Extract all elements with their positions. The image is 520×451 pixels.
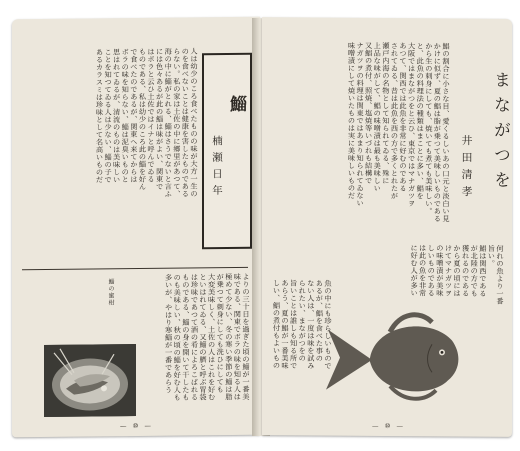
text-column: ものである、私は幼少のころ此の鯔を好ん xyxy=(138,47,148,191)
text-column: よりの三十日を過ぎた頃の鯔が一番美 xyxy=(242,272,251,401)
article-author: 井田清孝 xyxy=(460,134,473,203)
text-column: で食べたのであるが、関東へ来てからは xyxy=(129,47,139,184)
article-title-box xyxy=(202,53,252,250)
right-page xyxy=(262,17,512,437)
text-column: あるが、鯧を食べた事の xyxy=(315,279,325,363)
text-column: は珍味であつて酒の肴によろこばれる xyxy=(190,273,200,401)
text-column: 鯧の割合に小さな目、愛くるしいあの口元と淡白い見 xyxy=(442,42,451,223)
text-column: らない。私の家は土佐の中に郷里があつて、 xyxy=(172,47,182,198)
text-column: あつて、関西では此魚を非常に好むのである xyxy=(399,42,409,193)
text-column: が北陸の方でも xyxy=(470,244,480,298)
text-column: されてゐる、昔は此魚を西の方で多くとれたが xyxy=(390,42,400,200)
text-column: と、此魚の料理法の種類はまことに多い、鯧を xyxy=(416,42,426,200)
text-column: 上品な味がして、鯧の味噌漬は最も美味しい xyxy=(373,41,383,192)
text-column: けてマナガツヲ xyxy=(444,244,454,297)
article-title: 鯔 xyxy=(226,94,246,115)
text-column: ことを知つてゐる人は少ない、鯔の子で xyxy=(104,48,114,184)
text-column: に好む人が多い xyxy=(410,244,420,297)
text-column: 何れの魚より一番 xyxy=(496,244,505,305)
text-column: 又鯧の煮付、照焼、塩焼等いづれも結構で xyxy=(364,41,374,185)
pomfret-fish-illustration xyxy=(320,310,460,407)
dish-photo-image xyxy=(44,344,136,417)
article-title: まながつを xyxy=(490,70,510,196)
text-column: 人は幼少のころ食べたものの味が大方一生の xyxy=(190,47,199,198)
left-page xyxy=(12,17,260,438)
right-upper-text xyxy=(270,41,450,276)
right-page-number: — ⑩ — xyxy=(372,421,405,431)
open-book xyxy=(12,18,512,438)
text-column: といはれてゐる、又鯔の臍と呼ぶ胃袋 xyxy=(199,273,209,401)
left-page-number: — ⑩ — xyxy=(120,421,153,431)
text-column: 味噌漬にして焼いたものは実に美味しいものだ xyxy=(347,41,357,200)
text-column: 旨いことは誰しも知る所で xyxy=(289,279,299,370)
text-column: には色々あるが此の鯔は味がよい、関東で xyxy=(155,47,165,191)
text-column: から生の刺身にしても、焼いても煮ても美味しい。 xyxy=(424,42,434,215)
text-column: のも美味しい、秋の頃の鯔を好む人も xyxy=(173,273,183,402)
text-column: ものである、鯔の身を開いて干したも xyxy=(181,273,191,402)
text-column: 獲れるのである xyxy=(461,244,471,298)
text-column: ナガツヲの料理は関東ではあまり知られてゐない xyxy=(356,41,366,207)
text-column: しい、鯧の煮付もよいもの xyxy=(272,279,282,370)
section-divider xyxy=(22,267,248,270)
text-column: 旨い。 xyxy=(487,244,497,268)
text-column: 思はれてゐるが、清流のものは美味しい xyxy=(112,48,122,184)
text-column: から夏の頃には xyxy=(453,244,463,298)
text-column: あらう、夏の鯧が一番美味 xyxy=(281,279,291,370)
left-upper-text xyxy=(20,47,198,265)
text-column: かけに似ず、夏の鯧は脂が乗つて美味しいものである xyxy=(433,42,443,223)
text-column: が乗つて刺身にしても洗ひにしても xyxy=(216,273,226,394)
text-column: の味噌漬が美味 xyxy=(435,244,445,297)
text-column: 瀬戸内海の名物として知られてゐる、殊に xyxy=(381,41,391,185)
text-column: 大阪ではまながつをと云ひ、東京ではマナガツヲ xyxy=(407,42,417,208)
text-column: ない人は、一度は味を試み xyxy=(306,279,316,370)
photo-caption: 鯔の蜜柑 xyxy=(107,278,114,307)
text-column: られたい、まながつをの xyxy=(298,279,308,362)
text-column: あるカラスミは珍味として名高いものだ xyxy=(95,48,105,184)
text-column: 多いが、やはり寒鯔が一番であらう xyxy=(164,273,174,394)
text-column: 海の中に鯔がとれる、鯔はさうでないと言ふ xyxy=(164,47,174,198)
text-column: はボラと云ひ土佐ではイナと呼んでゐる xyxy=(147,47,157,183)
article-author: 楠瀬日年 xyxy=(211,135,223,202)
text-column: 魚の中にも珍らしいもので xyxy=(324,279,333,370)
text-column: 味である、関東でボラの味を知る人は xyxy=(233,272,243,401)
text-column: のを食べないことは健康を害したものである xyxy=(181,47,191,198)
text-column: 極めて少ない、冬の寒い季節の鯔は脂 xyxy=(224,272,234,401)
left-lower-text xyxy=(142,273,250,420)
fish-dish-photo xyxy=(44,344,136,417)
text-column: 鯧は関西である xyxy=(478,244,488,298)
text-column: は此の魚を非常 xyxy=(418,244,428,297)
text-column: ボラの味を知らない、鯔は泥臭いものと xyxy=(121,48,131,184)
text-column: 大変美味しく、土佐の人はこれを好む xyxy=(207,273,217,401)
text-column: しいものである xyxy=(427,244,437,297)
